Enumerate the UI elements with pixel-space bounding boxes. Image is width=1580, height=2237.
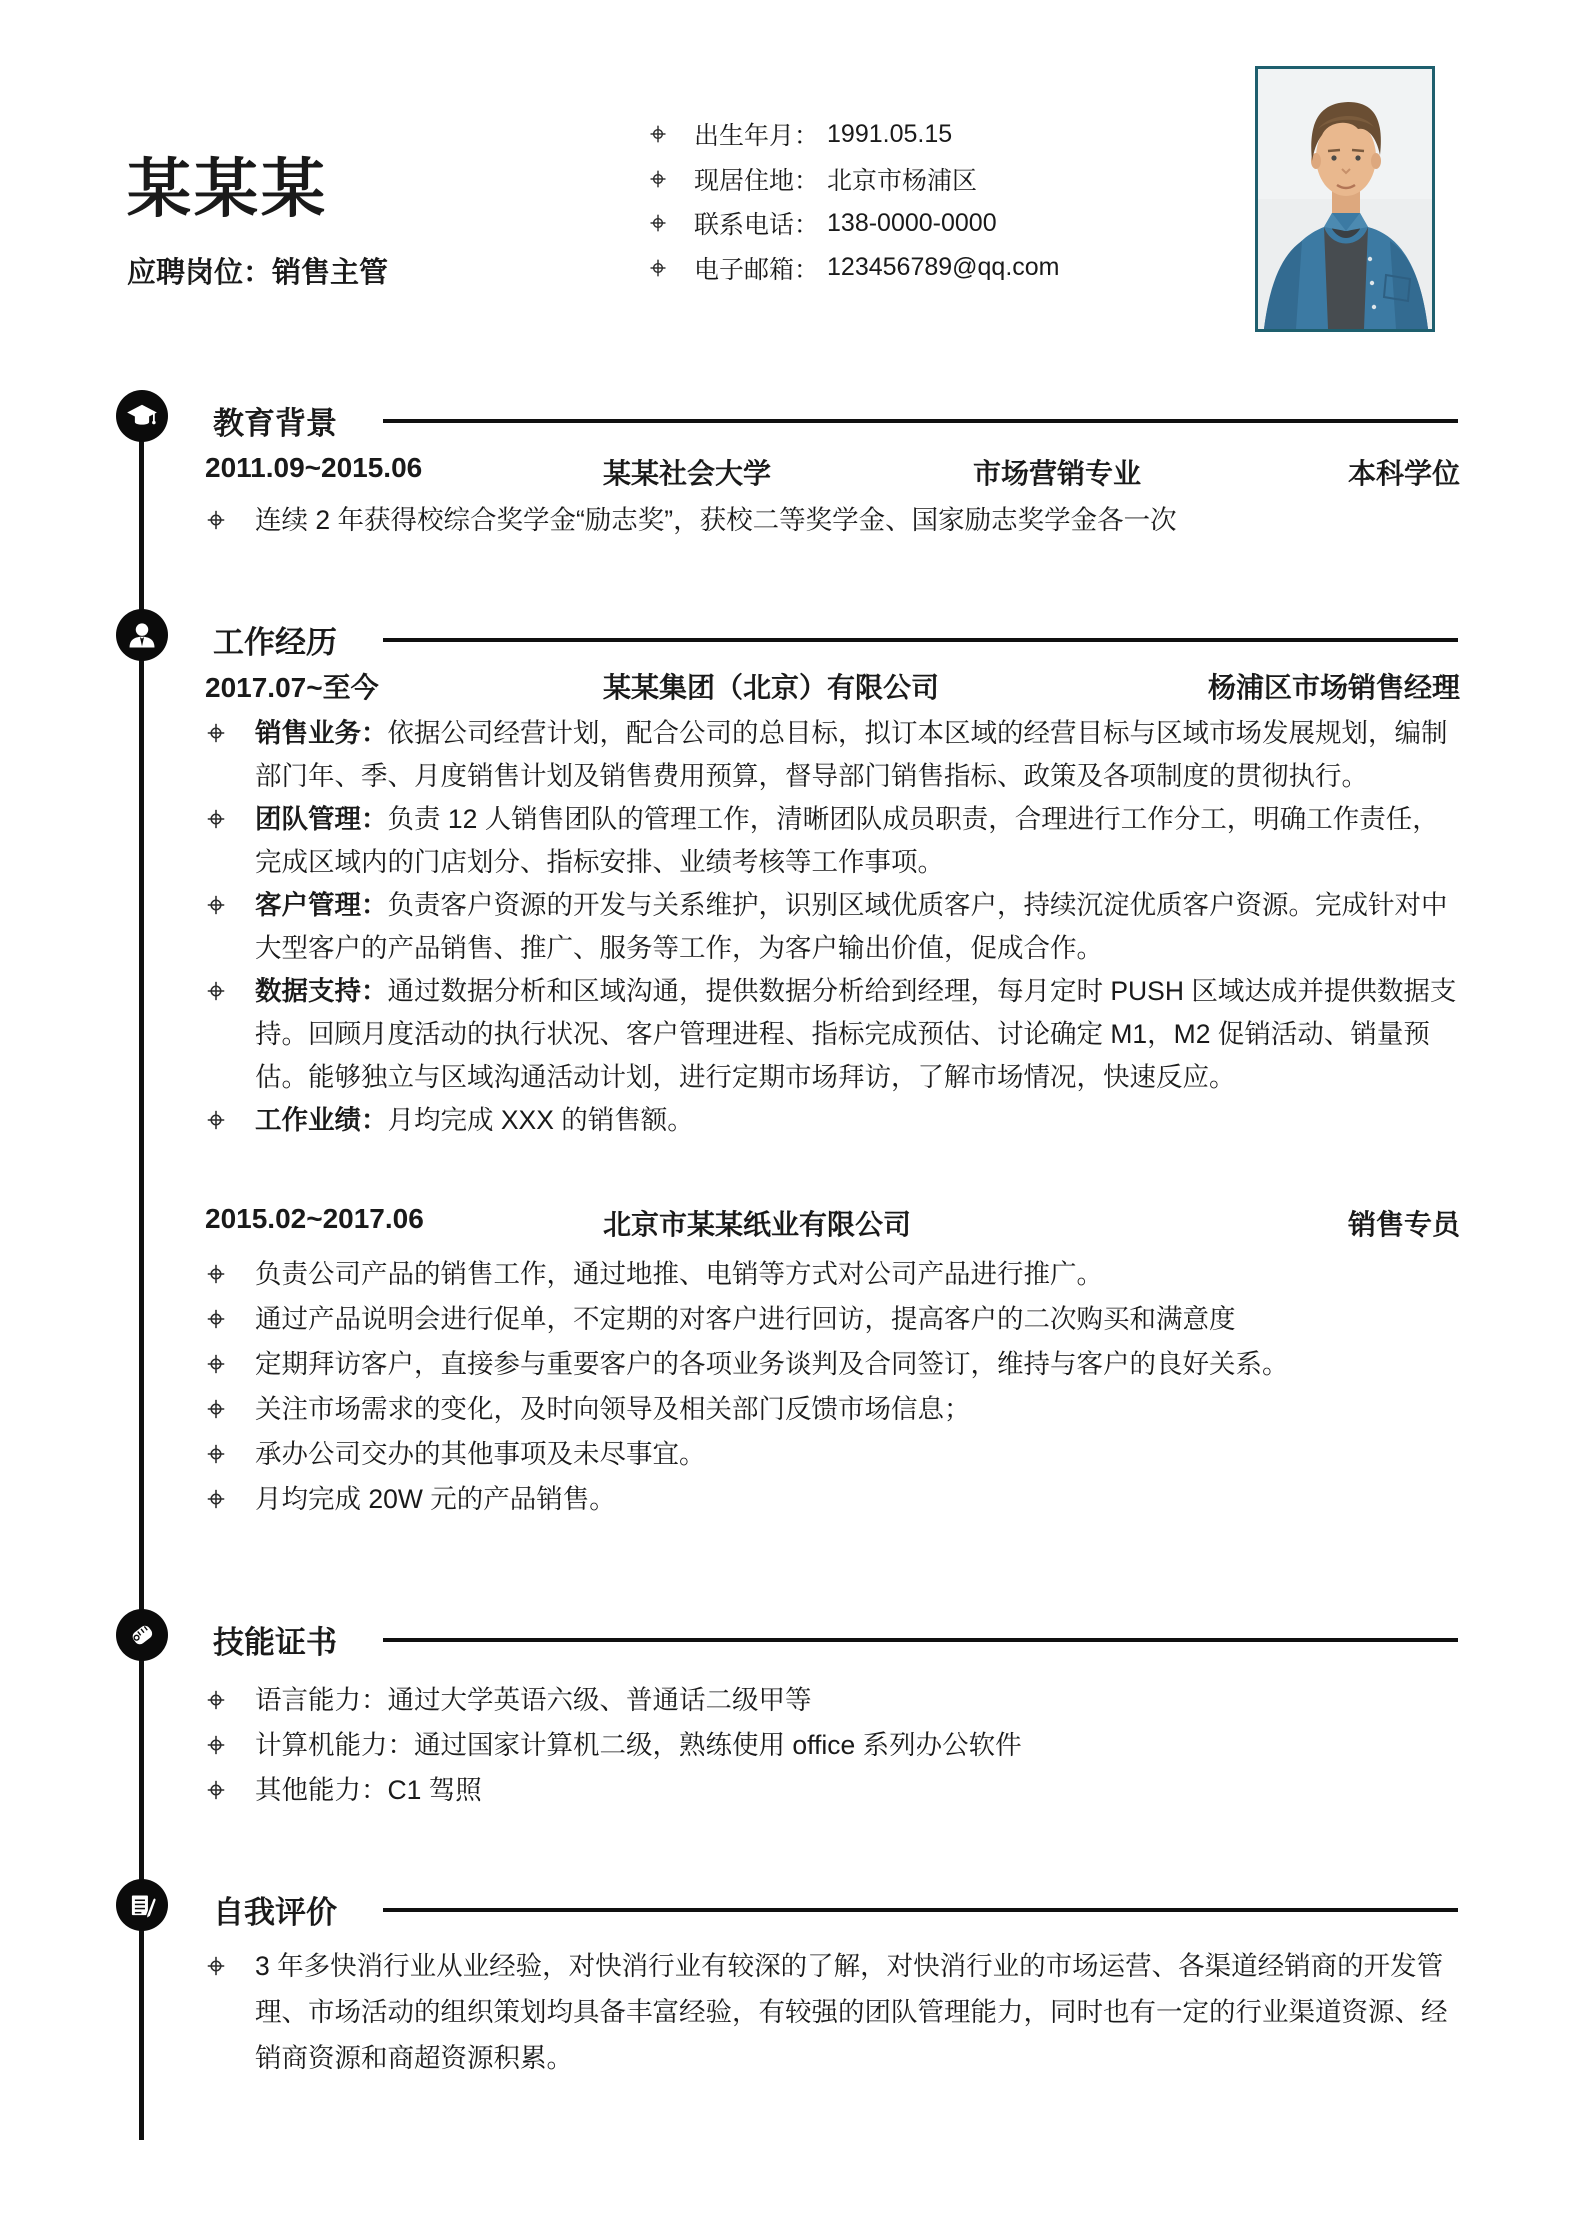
list-item (205, 798, 1463, 884)
education-period: 2011.09~2015.06 (205, 452, 423, 483)
job-period: 2015.02~2017.06 (205, 1203, 424, 1234)
contact-row-birth (648, 112, 1060, 157)
crosshair-icon (205, 894, 227, 916)
education-section-icon (116, 390, 168, 442)
list-item (205, 1297, 1463, 1342)
section-rule (383, 1908, 1458, 1912)
crosshair-icon (648, 213, 668, 233)
contact-row-phone (648, 201, 1060, 246)
list-item (205, 1387, 1463, 1432)
section-title: 工作经历 (213, 625, 337, 660)
job-bullet: 承办公司交办的其他事项及未尽事宜。 (255, 1439, 706, 1469)
graduation-cap-icon (123, 397, 161, 435)
job-bullet: 负责公司产品的销售工作，通过地推、电销等方式对公司产品进行推广。 (255, 1259, 1103, 1289)
list-item (205, 1723, 1463, 1768)
job-bullet: 团队管理：负责 12 人销售团队的管理工作，清晰团队成员职责，合理进行工作分工，明确工作责任，完成区域内的门店划分、指标安排、业绩考核等工作事项。 (255, 804, 1439, 877)
skills-bullets (205, 1678, 1463, 1813)
list-item (205, 970, 1463, 1099)
contact-value: 北京市杨浦区 (827, 166, 978, 195)
crosshair-icon (205, 722, 227, 744)
person-icon (123, 616, 161, 654)
list-item (205, 1477, 1463, 1522)
list-item (205, 498, 1463, 543)
contact-label: 现居住地： (694, 166, 820, 195)
job-role: 销售专员 (1347, 1209, 1460, 1240)
job-bullet: 工作业绩：月均完成 XXX 的销售额。 (255, 1105, 694, 1135)
section-title: 技能证书 (213, 1625, 337, 1660)
section-title: 教育背景 (213, 406, 337, 441)
skill-bullet: 计算机能力：通过国家计算机二级，熟练使用 office 系列办公软件 (255, 1730, 1022, 1760)
crosshair-icon (205, 808, 227, 830)
list-item (205, 1099, 1463, 1142)
contact-row-address (648, 157, 1060, 202)
contact-label: 出生年月： (694, 122, 820, 151)
job-period: 2017.07~至今 (205, 672, 379, 703)
list-item (205, 1943, 1463, 2081)
fist-icon (123, 1616, 161, 1654)
list-item (205, 1252, 1463, 1297)
job-bullet: 月均完成 20W 元的产品销售。 (255, 1484, 616, 1514)
section-rule (383, 419, 1458, 423)
list-item (205, 1768, 1463, 1813)
job-role: 杨浦区市场销售经理 (1207, 672, 1460, 703)
list-item (205, 1342, 1463, 1387)
contact-value: 1991.05.15 (827, 119, 953, 148)
work-section-icon (116, 609, 168, 661)
skill-bullet: 其他能力：C1 驾照 (255, 1775, 482, 1805)
job-bullet: 数据支持：通过数据分析和区域沟通，提供数据分析给到经理，每月定时 PUSH 区域达成并提供数据支持。回顾月度活动的执行状况、客户管理进程、指标完成预估、讨论确定 M1，M2 促销活动、销量预估。能够独立与区域沟通活动计划，进行定期市场拜访，了解市场情况，快速反应。 (255, 976, 1457, 1092)
crosshair-icon (205, 1353, 227, 1375)
evaluation-section-icon (116, 1879, 168, 1931)
crosshair-icon (205, 1488, 227, 1510)
job-bullet: 定期拜访客户，直接参与重要客户的各项业务谈判及合同签订，维持与客户的良好关系。 (255, 1349, 1289, 1379)
list-item (205, 1432, 1463, 1477)
crosshair-icon (205, 1263, 227, 1285)
contact-label: 电子邮箱： (694, 255, 820, 284)
contact-row-email (648, 246, 1060, 291)
crosshair-icon (205, 509, 227, 531)
crosshair-icon (205, 1955, 227, 1977)
job2-bullets (205, 1252, 1463, 1522)
list-item (205, 884, 1463, 970)
candidate-name: 某某某 (127, 153, 328, 225)
crosshair-icon (205, 1779, 227, 1801)
section-rule (383, 638, 1458, 642)
education-bullet-text: 连续 2 年获得校综合奖学金“励志奖”，获校二等奖学金、国家励志奖学金各一次 (255, 505, 1177, 535)
education-degree: 本科学位 (1347, 458, 1460, 489)
crosshair-icon (648, 124, 668, 144)
crosshair-icon (205, 1689, 227, 1711)
education-major: 市场营销专业 (973, 458, 1142, 489)
contact-label: 联系电话： (694, 211, 820, 240)
crosshair-icon (205, 1443, 227, 1465)
section-rule (383, 1638, 1458, 1642)
crosshair-icon (648, 169, 668, 189)
crosshair-icon (205, 1308, 227, 1330)
job-bullet: 客户管理：负责客户资源的开发与关系维护，识别区域优质客户，持续沉淀优质客户资源。完成针对中大型客户的产品销售、推广、服务等工作，为客户输出价值，促成合作。 (255, 890, 1448, 963)
job-bullet: 销售业务：依据公司经营计划，配合公司的总目标，拟订本区域的经营目标与区域市场发展规划，编制部门年、季、月度销售计划及销售费用预算，督导部门销售指标、政策及各项制度的贯彻执行。 (255, 718, 1448, 791)
job1-bullets (205, 712, 1463, 1142)
evaluation-bullets (205, 1943, 1463, 2081)
education-school: 某某社会大学 (603, 458, 772, 489)
job-bullet: 通过产品说明会进行促单，不定期的对客户进行回访，提高客户的二次购买和满意度 (255, 1304, 1236, 1334)
section-title: 自我评价 (213, 1895, 337, 1930)
job-company: 某某集团（北京）有限公司 (603, 672, 940, 703)
job-company: 北京市某某纸业有限公司 (603, 1209, 912, 1240)
crosshair-icon (205, 1109, 227, 1131)
profile-photo (1255, 66, 1435, 332)
portrait-illustration (1258, 69, 1432, 329)
contact-value: 138-0000-0000 (827, 208, 997, 237)
list-item (205, 1678, 1463, 1723)
list-item (205, 712, 1463, 798)
education-bullets (205, 498, 1463, 543)
objective-line: 应聘岗位：销售主管 (127, 257, 389, 289)
work-section-header (213, 617, 1458, 662)
crosshair-icon (205, 980, 227, 1002)
contact-list (648, 112, 1060, 290)
evaluation-text: 3 年多快消行业从业经验，对快消行业有较深的了解，对快消行业的市场运营、各渠道经销商的开发管理、市场活动的组织策划均具备丰富经验，有较强的团队管理能力，同时也有一定的行业渠道资源、经销商资源和商超资源积累。 (255, 1951, 1448, 2073)
evaluation-section-header (213, 1887, 1458, 1932)
crosshair-icon (648, 258, 668, 278)
job-bullet: 关注市场需求的变化，及时向领导及相关部门反馈市场信息； (255, 1394, 971, 1424)
skills-section-header (213, 1617, 1458, 1662)
crosshair-icon (205, 1398, 227, 1420)
education-section-header (213, 398, 1458, 443)
contact-value: 123456789@qq.com (827, 253, 1060, 282)
document-pen-icon (123, 1886, 161, 1924)
crosshair-icon (205, 1734, 227, 1756)
skills-section-icon (116, 1609, 168, 1661)
skill-bullet: 语言能力：通过大学英语六级、普通话二级甲等 (255, 1685, 812, 1715)
